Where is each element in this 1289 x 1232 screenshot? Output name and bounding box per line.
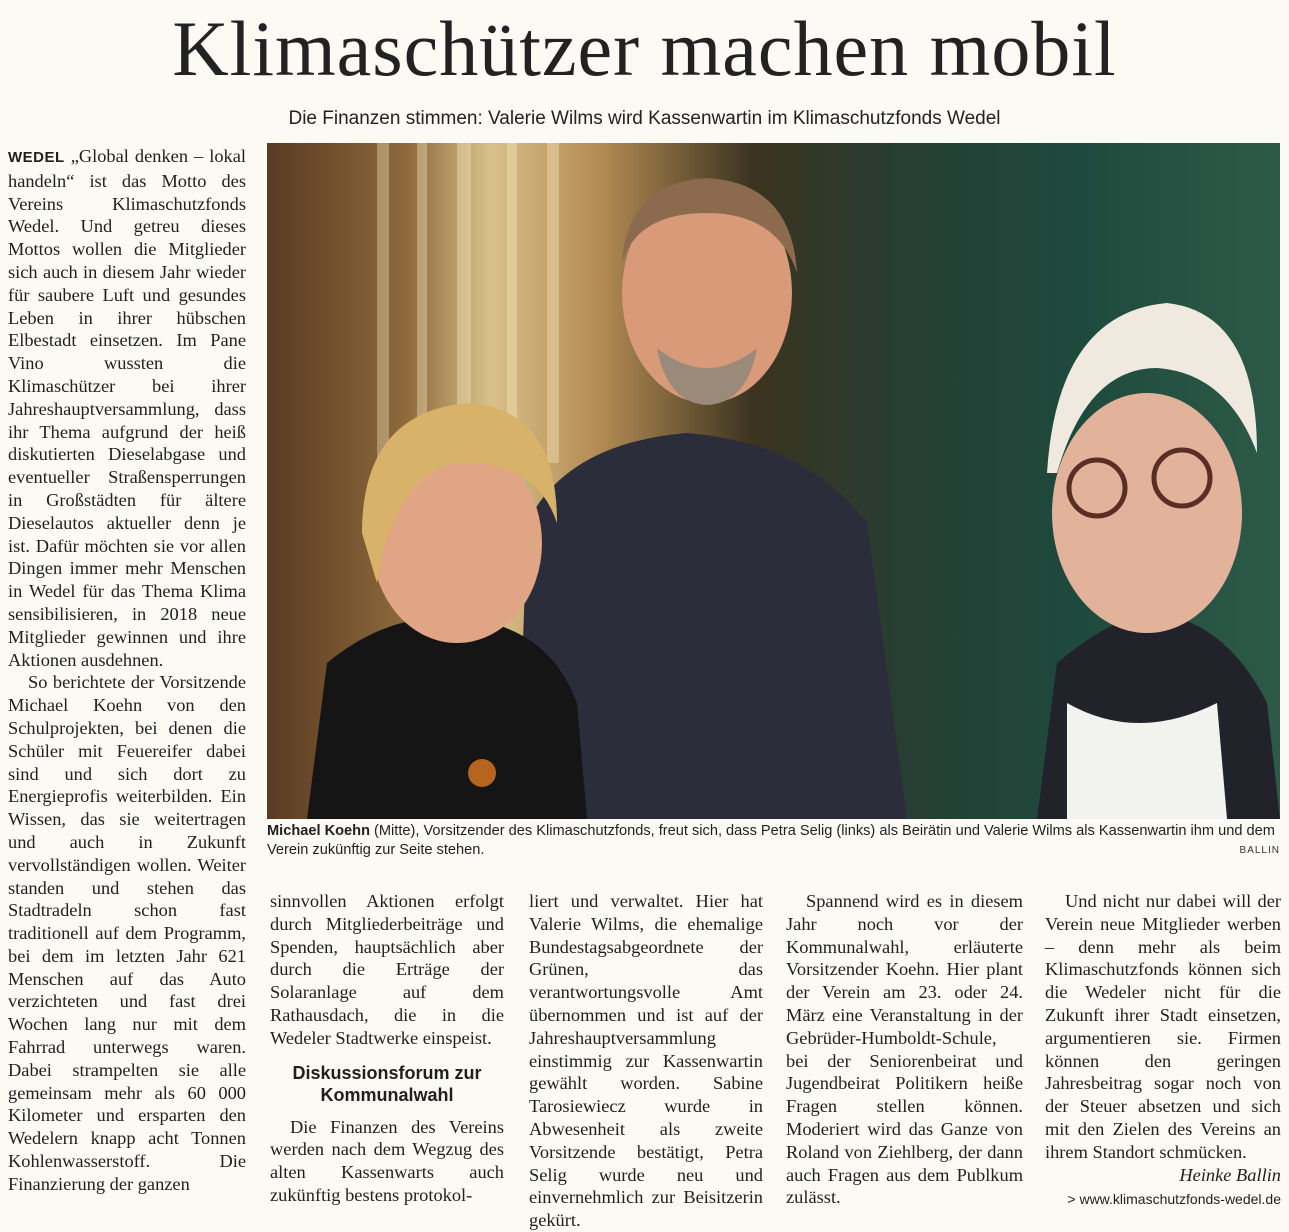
column-3	[529, 890, 763, 1232]
subheading: Diskussionsforum zur Kommunalwahl	[292, 1062, 482, 1105]
caption-name: Michael Koehn	[267, 823, 370, 839]
paragraph: Die Finanzen des Vereins werden nach dem Wegzug des alten Kassenwarts auch zukünftig bestens protokol-	[270, 1116, 504, 1205]
column-2	[270, 890, 504, 1207]
paragraph: Und nicht nur dabei will der Verein neue Mitglieder werben – denn mehr als beim Klimaschutzfonds können sich die Wedeler nicht für die Zukunft ihrer Stadt einsetzen, argumentieren sie. Firmen können den geringen Jahresbeitrag sogar noch von der Steuer absetzen und sich mit den Zielen des Vereins an ihrem Standort schmücken.	[1045, 891, 1281, 1162]
column-4	[786, 890, 1023, 1209]
paragraph: WEDEL „Global denken – lokal handeln“ ist das Motto des Vereins Klimaschutzfonds Wedel. Und getreu dieses Mottos wollen die Mitglieder sich auch in diesem Jahr wieder für saubere Luft und gesundes Leben in ihrer hübschen Elbestadt einsetzen. Im Pane Vino wussten die Klimaschützer bei ihrer Jahreshauptversammlung, dass ihr Thema aufgrund der heiß diskutierten Dieselabgase und eventueller Straßensperrungen in Großstädten für ältere Dieselautos aktueller denn je ist. Dafür möchten sie vor allen Dingen immer mehr Menschen in Wedel für das Thema Klima sensibilisieren, in 2018 neue Mitglieder gewinnen und ihre Aktionen ausdehnen.	[8, 146, 246, 670]
article-photo	[267, 143, 1280, 819]
paragraph: So berichtete der Vorsitzende Michael Koehn von den Schulprojekten, bei denen die Schüler mit Feuereifer dabei sind und sich dort zu Energieprofis weiterbilden. Ein Wissen, das sie weitertragen und auch in Zukunft vervollständigen wollen. Weiter standen und stehen das Stadtradeln schon fast traditionell auf dem Programm, bei dem im letzten Jahr 621 Menschen auf das Auto verzichteten und fast drei Wochen lang nur mit dem Fahrrad unterwegs waren. Dabei strampelten sie alle gemeinsam mehr als 60 000 Kilometer und ersparten den Wedelern knapp acht Tonnen Kohlenwasserstoff. Die Finanzierung der ganzen	[8, 672, 246, 1194]
subline: Die Finanzen stimmen: Valerie Wilms wird Kassenwartin im Klimaschutzfonds Wedel	[288, 108, 1001, 129]
photo-caption	[267, 822, 1280, 860]
photo-credit: BALLIN	[1239, 845, 1280, 856]
dateline: WEDEL	[8, 149, 65, 166]
author: Heinke Ballin	[1179, 1164, 1281, 1185]
headline: Klimaschützer machen mobil	[172, 5, 1117, 92]
paragraph: liert und verwaltet. Hier hat Valerie Wilms, die ehemalige Bundestagsabgeordnete der Grünen, das verantwortungsvolle Amt übernommen und ist auf der Jahreshauptversammlung einstimmig zur Kassenwartin gewählt worden. Sabine Tarosiewiecz wurde in Abwesenheit als zweite Vorsitzende bestätigt, Petra Selig wurde neu und einvernehmlich zur Beisitzerin gekürt.	[529, 891, 763, 1231]
column-1	[8, 145, 246, 1196]
caption-text: (Mitte), Vorsitzender des Klimaschutzfonds, freut sich, dass Petra Selig (links) als Beirätin und Valerie Wilms als Kassenwartin ihm und dem Verein zukünftig zur Seite stehen.	[267, 823, 1275, 858]
column-5	[1045, 890, 1281, 1211]
website-link[interactable]: > www.klimaschutzfonds-wedel.de	[1067, 1191, 1281, 1208]
photo-illustration	[267, 143, 1280, 819]
paragraph: sinnvollen Aktionen erfolgt durch Mitgliederbeiträge und Spenden, hauptsächlich aber durch die Erträge der Solaranlage auf dem Rathausdach, die in die Wedeler Stadtwerke einspeist.	[270, 891, 504, 1048]
person-right	[1037, 303, 1280, 819]
paragraph: Spannend wird es in diesem Jahr noch vor der Kommunalwahl, erläuterte Vorsitzender Koehn. Hier plant der Verein am 23. oder 24. März eine Veranstaltung in der Gebrüder-Humboldt-Schule, bei der Seniorenbeirat und Jugendbeirat Politikern heiße Fragen stellen können. Moderiert wird das Ganze von Roland von Ziehlberg, der dann auch Fragen aus dem Publkum zulässt.	[786, 891, 1023, 1208]
